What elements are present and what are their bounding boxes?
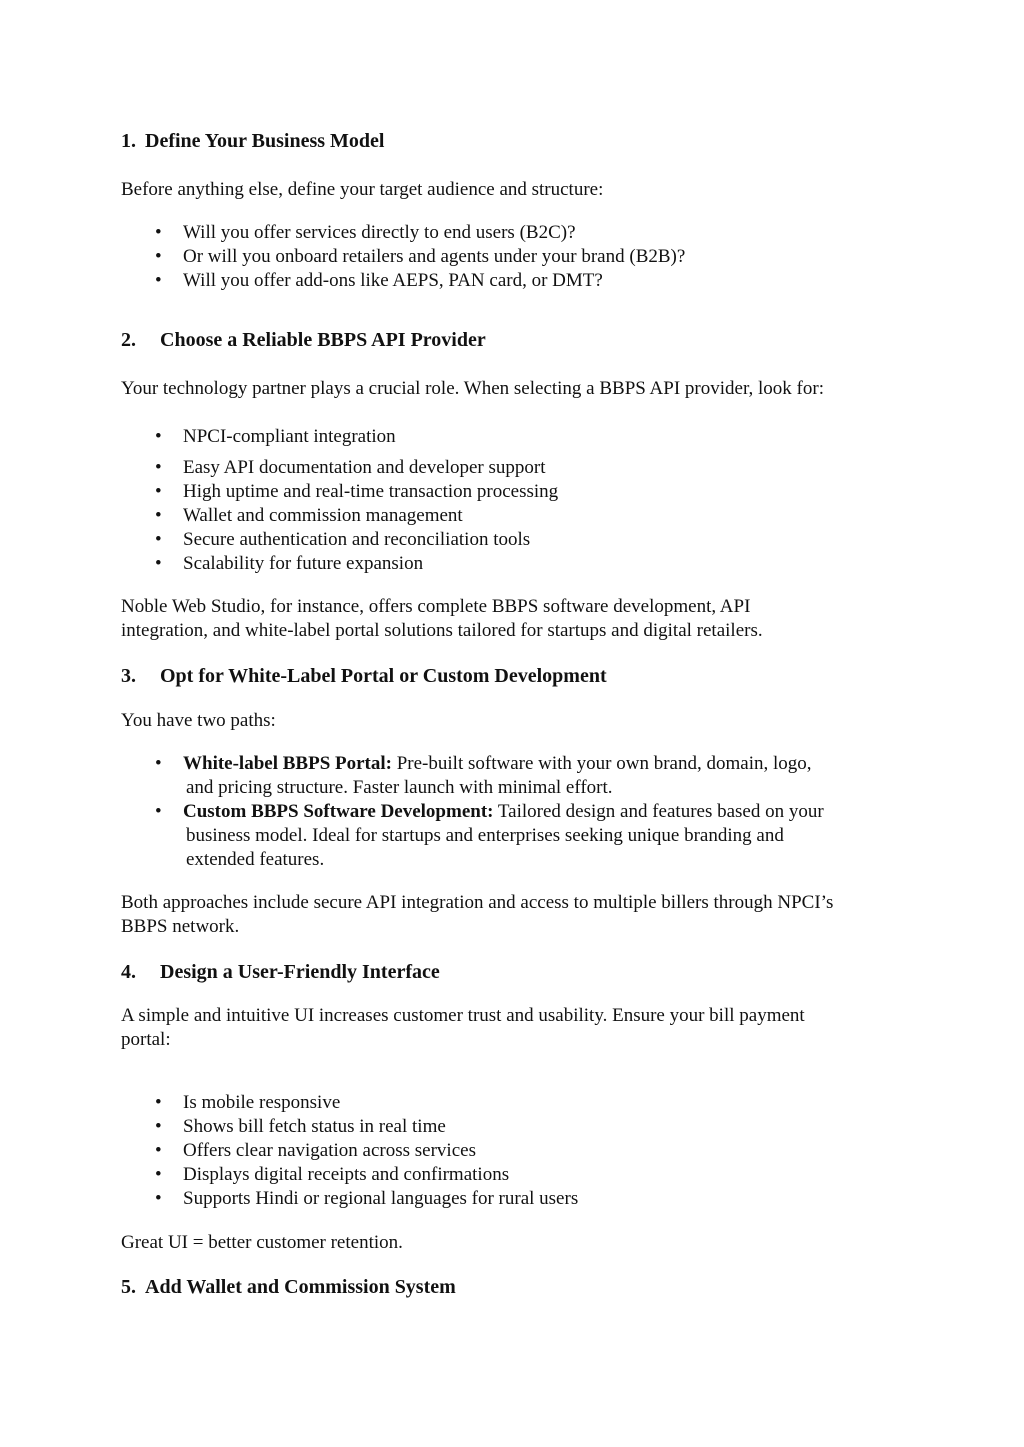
section-3-outro bbox=[121, 891, 911, 939]
list-item: • Shows bill fetch status in real time bbox=[155, 1115, 915, 1139]
section-4-number: 4. bbox=[121, 961, 136, 983]
section-4-intro-line-1: A simple and intuitive UI increases customer trust and usability. Ensure your bill payment bbox=[121, 1005, 805, 1026]
list-item: • Is mobile responsive bbox=[155, 1091, 915, 1115]
section-2-outro bbox=[121, 595, 911, 643]
white-label-portal-label: White-label BBPS Portal: bbox=[183, 753, 392, 774]
section-2-title: Choose a Reliable BBPS API Provider bbox=[160, 329, 486, 351]
section-5-title: Add Wallet and Commission System bbox=[145, 1276, 456, 1298]
section-1-number: 1. bbox=[121, 130, 136, 152]
section-1-bullet-list bbox=[155, 221, 915, 293]
list-item: • Scalability for future expansion bbox=[155, 552, 915, 576]
section-2-heading bbox=[121, 328, 911, 352]
list-item: • Or will you onboard retailers and agents under your brand (B2B)? bbox=[155, 245, 915, 269]
section-3-intro: You have two paths: bbox=[121, 710, 276, 731]
section-5-heading bbox=[121, 1275, 911, 1299]
section-3-heading bbox=[121, 664, 911, 688]
section-3-outro-line-2: BBPS network. bbox=[121, 916, 240, 937]
list-item: • Easy API documentation and developer support bbox=[155, 456, 915, 480]
list-item: • Displays digital receipts and confirmations bbox=[155, 1163, 915, 1187]
section-2-number: 2. bbox=[121, 329, 136, 351]
custom-development-text-1: Tailored design and features based on your bbox=[493, 801, 824, 822]
list-item: • Supports Hindi or regional languages for rural users bbox=[155, 1187, 915, 1211]
section-4-title: Design a User-Friendly Interface bbox=[160, 961, 440, 983]
list-item: • NPCI-compliant integration bbox=[155, 425, 915, 449]
section-4-heading bbox=[121, 960, 911, 984]
section-1-heading bbox=[121, 129, 911, 153]
list-item bbox=[155, 752, 915, 800]
section-3-bullet-list bbox=[155, 752, 915, 872]
list-item: • Will you offer services directly to end users (B2C)? bbox=[155, 221, 915, 245]
section-2-bullet-list bbox=[155, 425, 915, 576]
white-label-portal-text-1: Pre-built software with your own brand, domain, logo, bbox=[391, 753, 812, 774]
section-1-title: Define Your Business Model bbox=[145, 130, 385, 152]
white-label-portal-text-2: and pricing structure. Faster launch with minimal effort. bbox=[186, 777, 613, 798]
section-3-title: Opt for White-Label Portal or Custom Development bbox=[160, 665, 607, 687]
list-item: • Offers clear navigation across services bbox=[155, 1139, 915, 1163]
custom-development-text-3: extended features. bbox=[186, 849, 325, 870]
section-4-outro: Great UI = better customer retention. bbox=[121, 1232, 403, 1253]
section-3-number: 3. bbox=[121, 665, 136, 687]
section-4-bullet-list bbox=[155, 1091, 915, 1211]
custom-development-label: Custom BBPS Software Development: bbox=[183, 801, 494, 822]
section-3-outro-line-1: Both approaches include secure API integration and access to multiple billers through NPCI’s bbox=[121, 892, 834, 913]
section-1-intro: Before anything else, define your target audience and structure: bbox=[121, 179, 604, 200]
list-item: • Wallet and commission management bbox=[155, 504, 915, 528]
custom-development-text-2: business model. Ideal for startups and enterprises seeking unique branding and bbox=[186, 825, 784, 846]
list-item: • High uptime and real-time transaction processing bbox=[155, 480, 915, 504]
section-2-outro-line-2: integration, and white-label portal solutions tailored for startups and digital retailers. bbox=[121, 620, 763, 641]
section-5-number: 5. bbox=[121, 1276, 136, 1298]
list-item: • Will you offer add-ons like AEPS, PAN card, or DMT? bbox=[155, 269, 915, 293]
list-item bbox=[155, 800, 915, 872]
section-4-intro bbox=[121, 1004, 911, 1052]
section-2-intro: Your technology partner plays a crucial role. When selecting a BBPS API provider, look for: bbox=[121, 378, 824, 399]
section-4-intro-line-2: portal: bbox=[121, 1029, 171, 1050]
section-2-outro-line-1: Noble Web Studio, for instance, offers complete BBPS software development, API bbox=[121, 596, 751, 617]
list-item: • Secure authentication and reconciliation tools bbox=[155, 528, 915, 552]
